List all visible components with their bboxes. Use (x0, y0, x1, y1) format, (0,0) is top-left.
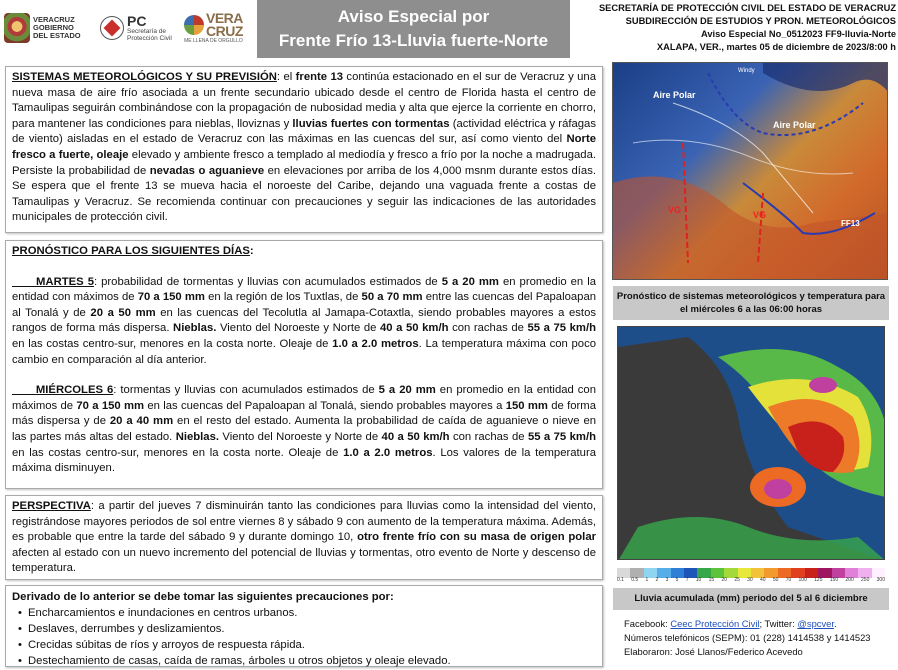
veracruz-brand-logo (184, 6, 243, 50)
precautions-panel (5, 585, 603, 667)
text: en las cuencas del Tecolutla al Jamapa-Cotaxtla, siendo probables mayores a estos rangos de forma más dispersa. (12, 306, 596, 335)
synoptic-map-caption: Pronóstico de sistemas meteorológicos y temperatura para el miércoles 6 a las 06:00 horas (613, 286, 889, 320)
emph: 50 a 70 mm (361, 291, 423, 304)
civil-protection-icon (100, 16, 124, 40)
list-item: • Encharcamientos e inundaciones en centros urbanos. (12, 605, 596, 621)
forecast-heading: PRONÓSTICO PARA LOS SIGUIENTES DÍAS (12, 245, 250, 257)
emph: 1.0 a 2.0 metros (343, 446, 433, 459)
pc-logo-sub: Secretaría de Protección Civil (127, 28, 172, 42)
text: . (833, 618, 837, 629)
legend-tick-label: 30 (747, 577, 753, 583)
text: con rachas de (448, 322, 528, 335)
emph: otro frente frío con su masa de origen polar (357, 531, 596, 544)
legend-tick-label: 0.1 (617, 577, 624, 583)
rainfall-map-graphic (618, 327, 885, 560)
emph: 55 a 75 km/h (527, 430, 596, 443)
synoptic-map-graphic (613, 63, 888, 280)
legend-tick-label: 3 (665, 577, 669, 583)
legend-tick-label: 10 (695, 577, 702, 583)
title-line-1: Aviso Especial por (337, 7, 490, 26)
emph: 150 mm (505, 399, 548, 412)
text: en promedio en la entidad con máximos de (12, 384, 596, 412)
windy-watermark: Windy (738, 68, 755, 74)
agency-line-1: SECRETARÍA DE PROTECCIÓN CIVIL DEL ESTADO DE VERACRUZ (598, 3, 896, 13)
text: Viento del Noroeste y Norte de (216, 322, 380, 335)
emph: nevadas o aguanieve (149, 164, 265, 177)
text: . La temperatura máxima con poco cambio en comparación al día anterior. (12, 337, 596, 366)
text: afecten al estado con un nuevo incremento del potencial de lluvias y tormentas, otro evento de Norte y descenso de temperatura. (12, 546, 596, 575)
text: ; Twitter: (759, 618, 798, 629)
text: : a partir del jueves 7 disminuirán tanto las condiciones para lluvias como la intensidad del viento, registrándose mayores periodos de sol entre viernes 8 y sábado 9 con aumento de la temperatura máxima. Además, es probable que entre la tarde del sábado 9 y durante domingo 10, (12, 500, 596, 544)
contact-block (624, 617, 898, 659)
legend-tick-label: 15 (708, 577, 715, 583)
agency-line-4: XALAPA, VER., martes 05 de diciembre de 2023/8:00 h (656, 42, 896, 52)
veracruz-logo-text: VERACRUZ GOBIERNO DEL ESTADO (33, 15, 81, 40)
agency-line-2: SUBDIRECCIÓN DE ESTUDIOS Y PRON. METEOROLÓGICOS (625, 16, 896, 26)
social-line (624, 617, 898, 631)
emph: Nieblas. (175, 430, 220, 443)
air-mass-label-2: Aire Polar (773, 120, 816, 130)
text: en las cuencas del Papaloapan al Tonalá, siendo probables mayores a (144, 399, 506, 412)
text: en promedio en la entidad con máximos de (12, 275, 596, 304)
legend-tick-label: 40 (760, 577, 766, 583)
legend-tick-label: 7 (685, 577, 689, 583)
text: en las costas centro-sur, menores en la costa norte. Oleaje de (12, 337, 333, 350)
forecast-heading-line (12, 244, 596, 260)
emph: 1.0 a 2.0 metros (332, 337, 419, 350)
legend-tick-label: 70 (785, 577, 792, 583)
emph: 5 a 20 mm (378, 384, 436, 397)
agency-block (574, 2, 896, 54)
text: : tormentas y lluvias con acumulados estimados de (113, 384, 379, 397)
forecast-panel (5, 240, 603, 489)
text: de forma más dispersa y de (12, 399, 597, 428)
day-underline (12, 276, 94, 288)
emph: 70 a 150 mm (76, 399, 145, 412)
legend-tick-label: 1 (645, 577, 649, 583)
text: en el resto del estado. Aumenta la probabilidad de caída de aguanieve o nieve en las partes más altas del estado. (12, 415, 597, 443)
list-item: • Destechamiento de casas, caída de ramas, árboles u otros objetos y oleaje elevado. (12, 653, 596, 669)
legend-tick-label: 200 (845, 577, 854, 583)
trough-label-1: VG (668, 205, 682, 215)
emph: 20 a 50 mm (90, 306, 156, 319)
legend-tick-label: 150 (829, 577, 839, 583)
text: Facebook: (624, 618, 671, 629)
legend-tick-label: 2 (655, 577, 659, 583)
header-logos (4, 6, 254, 50)
rainfall-legend-labels (617, 577, 885, 583)
emph: Nieblas. (173, 322, 217, 335)
trough-label-2: VG (753, 210, 767, 220)
flower-mark-icon (184, 15, 204, 35)
precautions-list (12, 605, 596, 669)
legend-tick-label: 20 (721, 577, 728, 583)
pc-logo (100, 6, 172, 50)
emph: frente 13 (295, 71, 344, 83)
emph: 55 a 75 km/h (527, 322, 597, 335)
text: Viento del Noroeste y Norte de (219, 430, 382, 443)
text: entre las cuencas del Papaloapan al Tonalá y de (12, 291, 597, 319)
systems-heading: SISTEMAS METEOROLÓGICOS Y SU PREVISIÓN (12, 71, 277, 83)
miercoles-label: MIÉRCOLES 6 (35, 384, 114, 397)
emph: lluvias fuertes con tormentas (292, 117, 450, 130)
legend-tick-label: 50 (772, 577, 779, 583)
legend-tick-label: 0.5 (631, 577, 639, 583)
legend-tick-label: 5 (675, 577, 679, 583)
veracruz-logo (4, 6, 81, 50)
emph: Norte fresco a fuerte, oleaje (12, 133, 596, 161)
text: continúa estacionado en el sur de Veracruz y una nueva masa de aire frío asociada a un frente secundario ubicado desde el centro de Florida hasta el centro de Tamaulipas seguirán combinándose con la propagación de nubosidad media y alta que ejerce la corriente en chorro, para mantener las condiciones para nieblas, lloviznas y (12, 71, 596, 130)
emph: 40 a 50 km/h (381, 430, 450, 443)
front-label: FF13 (841, 219, 860, 228)
air-mass-label-1: Aire Polar (653, 90, 696, 100)
emph: 5 a 20 mm (441, 275, 499, 288)
systems-panel (5, 66, 603, 233)
legend-tick-label: 100 (798, 577, 807, 583)
text: en elevaciones por arriba de los 4,000 msnm durante estos días. Se espera que el frente 13 se mueva hacia el noroeste del Caribe, dejando una vaguada frente a costas de Tamaulipas y Veracruz. Se recomienda continuar con precauciones y seguir las indicaciones de las autoridades municipales de protección civil. (12, 164, 596, 224)
text: en la región de los Tuxtlas, de (204, 291, 362, 304)
list-item: • Deslaves, derrumbes y deslizamientos. (12, 621, 596, 637)
systems-paragraph (12, 70, 596, 226)
emph: 40 a 50 km/h (379, 322, 449, 335)
bulletin-title (257, 0, 570, 58)
authors-line: Elaboraron: José Llanos/Federico Acevedo (624, 646, 803, 657)
day-underline (12, 384, 113, 396)
vera-word: VERA CRUZ (206, 10, 243, 39)
legend-tick-label: 125 (814, 577, 823, 583)
twitter-link[interactable]: @spcver (797, 618, 834, 629)
text: : probabilidad de tormentas y lluvias con acumulados estimados de (94, 275, 442, 288)
forecast-miercoles (12, 383, 596, 477)
rainfall-map-caption: Lluvia acumulada (mm) periodo del 5 al 6 diciembre (613, 588, 889, 610)
text: : (249, 245, 254, 257)
rainfall-map (617, 326, 885, 560)
list-item: • Crecidas súbitas de ríos y arroyos de respuesta rápida. (12, 637, 596, 653)
text: : el (276, 71, 296, 83)
title-line-2: Frente Frío 13-Lluvia fuerte-Norte (278, 31, 549, 50)
precautions-heading: Derivado de lo anterior se debe tomar las siguientes precauciones por: (12, 591, 394, 603)
outlook-panel (5, 495, 603, 580)
phones-line: Números telefónicos (SEPM): 01 (228) 1414538 y 1414523 (624, 632, 871, 643)
pc-logo-word: PC (127, 13, 147, 29)
agency-line-3: Aviso Especial No_0512023 FF9-lluvia-Norte (701, 29, 896, 39)
legend-tick-label: 25 (734, 577, 740, 583)
outlook-heading: PERSPECTIVA (12, 500, 91, 512)
emph: 20 a 40 mm (109, 415, 174, 428)
text: . Los valores de la temperatura máxima disminuyen. (12, 446, 596, 475)
synoptic-map (612, 62, 888, 280)
facebook-link[interactable]: Ceec Protección Civil (670, 618, 760, 629)
forecast-martes (12, 275, 596, 369)
text: (actividad eléctrica y ráfagas de viento) aisladas en el estado de Veracruz con las máximas en las cuencas del sur, así como viento del (12, 117, 596, 146)
legend-tick-label: 300 (876, 577, 885, 583)
legend-tick-label: 250 (861, 577, 870, 583)
text: en las costas centro-sur, menores en la costa norte. Oleaje de (12, 446, 344, 459)
emph: 70 a 150 mm (137, 291, 205, 304)
outlook-paragraph (12, 499, 596, 577)
state-seal-icon (4, 13, 30, 43)
text: elevado y ambiente fresco a templado al mediodía y fresco a frío por la noche a madrugada. Persiste la probabilidad de (12, 148, 596, 177)
vera-sub: ME LLENA DE ORGULLO (184, 38, 243, 44)
martes-label: MARTES 5 (36, 275, 94, 288)
text: con rachas de (449, 430, 528, 443)
